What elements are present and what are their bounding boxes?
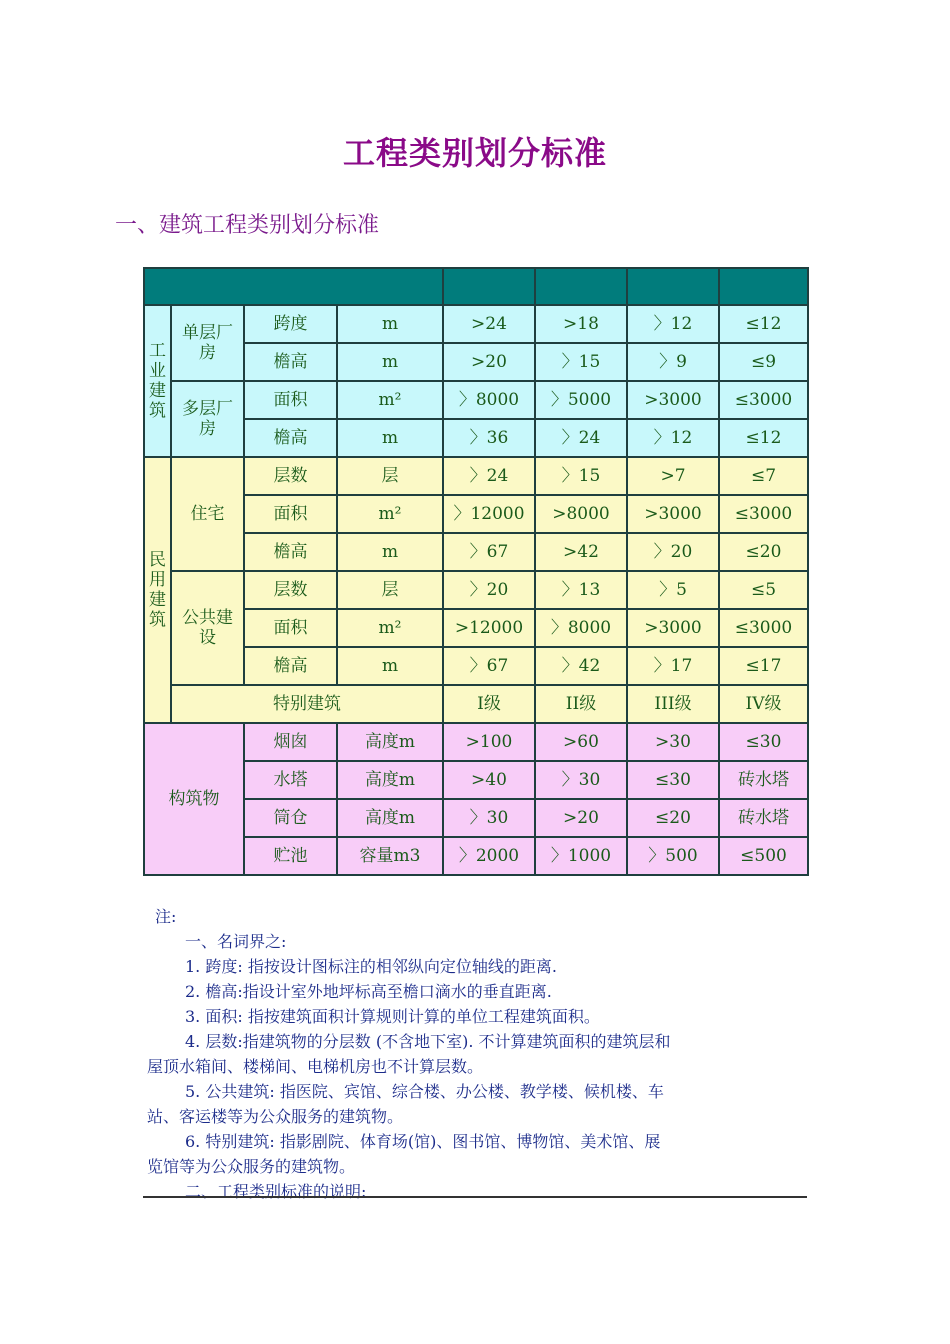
subgroup-text: 公共建 bbox=[182, 608, 233, 628]
note-line: 览馆等为公众服务的建筑物。 bbox=[147, 1157, 356, 1176]
table-row bbox=[144, 457, 808, 495]
table-row bbox=[144, 381, 808, 419]
grade-cell: IV级 bbox=[719, 685, 808, 723]
value-cell: 〉9 bbox=[627, 343, 719, 381]
value-cell: ≤17 bbox=[719, 647, 808, 685]
table-row-special bbox=[144, 685, 808, 723]
table-row bbox=[144, 647, 808, 685]
value-cell: 〉5000 bbox=[535, 381, 627, 419]
value-cell: 〉5 bbox=[627, 571, 719, 609]
value-cell: ≤3000 bbox=[719, 495, 808, 533]
unit-cell: m² bbox=[337, 495, 443, 533]
header-cell bbox=[627, 268, 719, 305]
value-cell: 〉67 bbox=[443, 647, 535, 685]
header-cell bbox=[719, 268, 808, 305]
note-line: 站、客运楼等为公众服务的建筑物。 bbox=[147, 1107, 404, 1126]
unit-cell: 高度m bbox=[337, 761, 443, 799]
notes-label: 注: bbox=[155, 907, 177, 926]
unit-cell: 高度m bbox=[337, 723, 443, 761]
unit-cell: m² bbox=[337, 609, 443, 647]
note-line: 二、工程类别标准的说明: bbox=[185, 1182, 367, 1201]
value-cell: 〉24 bbox=[535, 419, 627, 457]
group-industrial bbox=[144, 305, 171, 457]
subgroup-multi-floor bbox=[171, 381, 244, 457]
divider bbox=[143, 1196, 807, 1198]
value-cell: 〉20 bbox=[443, 571, 535, 609]
item-cell: 水塔 bbox=[244, 761, 337, 799]
item-cell: 层数 bbox=[244, 457, 337, 495]
table-row bbox=[144, 495, 808, 533]
value-cell: >8000 bbox=[535, 495, 627, 533]
value-cell: 〉17 bbox=[627, 647, 719, 685]
header-cell bbox=[443, 268, 535, 305]
unit-cell: m² bbox=[337, 381, 443, 419]
table-row bbox=[144, 761, 808, 799]
table-header-row bbox=[144, 268, 808, 305]
item-cell: 檐高 bbox=[244, 533, 337, 571]
value-cell: ≤9 bbox=[719, 343, 808, 381]
value-cell: ≤20 bbox=[627, 799, 719, 837]
subgroup-single-floor bbox=[171, 305, 244, 381]
value-cell: >40 bbox=[443, 761, 535, 799]
group-char: 筑 bbox=[149, 610, 166, 630]
unit-cell: 层 bbox=[337, 457, 443, 495]
note-line: 4. 层数:指建筑物的分层数 (不含地下室). 不计算建筑面积的建筑层和 bbox=[185, 1032, 671, 1051]
note-line: 2. 檐高:指设计室外地坪标高至檐口滴水的垂直距离. bbox=[185, 982, 552, 1001]
value-cell: ≤12 bbox=[719, 419, 808, 457]
group-structures: 构筑物 bbox=[144, 723, 244, 875]
item-cell: 烟囱 bbox=[244, 723, 337, 761]
group-char: 建 bbox=[149, 590, 166, 610]
grade-cell: III级 bbox=[627, 685, 719, 723]
value-cell: >3000 bbox=[627, 609, 719, 647]
group-char: 筑 bbox=[149, 401, 166, 421]
value-cell: 〉8000 bbox=[443, 381, 535, 419]
table-row bbox=[144, 837, 808, 875]
value-cell: ≤5 bbox=[719, 571, 808, 609]
item-cell: 贮池 bbox=[244, 837, 337, 875]
value-cell: >12000 bbox=[443, 609, 535, 647]
table-row bbox=[144, 723, 808, 761]
section-title: 一、建筑工程类别划分标准 bbox=[115, 213, 380, 238]
value-cell: 〉42 bbox=[535, 647, 627, 685]
item-cell: 层数 bbox=[244, 571, 337, 609]
value-cell: >24 bbox=[443, 305, 535, 343]
value-cell: ≤12 bbox=[719, 305, 808, 343]
value-cell: 〉500 bbox=[627, 837, 719, 875]
subgroup-text: 单层厂 bbox=[182, 323, 233, 343]
grade-cell: II级 bbox=[535, 685, 627, 723]
table-row bbox=[144, 533, 808, 571]
unit-cell: 高度m bbox=[337, 799, 443, 837]
subgroup-public bbox=[171, 571, 244, 685]
unit-cell: m bbox=[337, 343, 443, 381]
value-cell: 〉30 bbox=[443, 799, 535, 837]
value-cell: ≤30 bbox=[627, 761, 719, 799]
note-line: 3. 面积: 指按建筑面积计算规则计算的单位工程建筑面积。 bbox=[185, 1007, 600, 1026]
item-cell: 面积 bbox=[244, 495, 337, 533]
note-line: 5. 公共建筑: 指医院、宾馆、综合楼、办公楼、教学楼、候机楼、车 bbox=[185, 1082, 664, 1101]
header-cell bbox=[144, 268, 443, 305]
item-cell: 檐高 bbox=[244, 647, 337, 685]
note-line: 1. 跨度: 指按设计图标注的相邻纵向定位轴线的距离. bbox=[185, 957, 557, 976]
table-row bbox=[144, 799, 808, 837]
value-cell: 〉24 bbox=[443, 457, 535, 495]
value-cell: 〉8000 bbox=[535, 609, 627, 647]
value-cell: ≤20 bbox=[719, 533, 808, 571]
value-cell: ≤7 bbox=[719, 457, 808, 495]
unit-cell: m bbox=[337, 305, 443, 343]
value-cell: >60 bbox=[535, 723, 627, 761]
value-cell: 〉30 bbox=[535, 761, 627, 799]
subgroup-text: 多层厂 bbox=[182, 399, 233, 419]
subgroup-text: 设 bbox=[199, 628, 216, 648]
item-cell: 檐高 bbox=[244, 419, 337, 457]
classification-table bbox=[143, 267, 809, 876]
value-cell: >42 bbox=[535, 533, 627, 571]
value-cell: >20 bbox=[535, 799, 627, 837]
value-cell: 〉36 bbox=[443, 419, 535, 457]
unit-cell: 容量m3 bbox=[337, 837, 443, 875]
subgroup-residential: 住宅 bbox=[171, 457, 244, 571]
table-row bbox=[144, 343, 808, 381]
value-cell: 〉67 bbox=[443, 533, 535, 571]
item-cell: 檐高 bbox=[244, 343, 337, 381]
item-cell: 面积 bbox=[244, 381, 337, 419]
table-row bbox=[144, 571, 808, 609]
page-title: 工程类别划分标准 bbox=[342, 134, 607, 172]
table-row bbox=[144, 609, 808, 647]
value-cell: 〉15 bbox=[535, 343, 627, 381]
value-cell: >30 bbox=[627, 723, 719, 761]
value-cell: >18 bbox=[535, 305, 627, 343]
value-cell: 〉12 bbox=[627, 305, 719, 343]
value-cell: 〉15 bbox=[535, 457, 627, 495]
group-char: 业 bbox=[149, 361, 166, 381]
group-char: 民 bbox=[149, 550, 166, 570]
special-label: 特别建筑 bbox=[171, 685, 443, 723]
value-cell: >20 bbox=[443, 343, 535, 381]
table-row bbox=[144, 305, 808, 343]
unit-cell: m bbox=[337, 647, 443, 685]
group-char: 工 bbox=[149, 341, 166, 361]
value-cell: 〉13 bbox=[535, 571, 627, 609]
grade-cell: I级 bbox=[443, 685, 535, 723]
group-char: 用 bbox=[149, 570, 166, 590]
note-line: 屋顶水箱间、楼梯间、电梯机房也不计算层数。 bbox=[147, 1057, 484, 1076]
value-cell: 〉12 bbox=[627, 419, 719, 457]
note-line: 6. 特别建筑: 指影剧院、体育场(馆)、图书馆、博物馆、美术馆、展 bbox=[185, 1132, 661, 1151]
value-cell: ≤500 bbox=[719, 837, 808, 875]
value-cell: 砖水塔 bbox=[719, 761, 808, 799]
item-cell: 面积 bbox=[244, 609, 337, 647]
value-cell: 〉1000 bbox=[535, 837, 627, 875]
unit-cell: 层 bbox=[337, 571, 443, 609]
value-cell: ≤3000 bbox=[719, 381, 808, 419]
note-line: 一、名词界之: bbox=[185, 932, 287, 951]
header-cell bbox=[535, 268, 627, 305]
value-cell: 〉2000 bbox=[443, 837, 535, 875]
item-cell: 筒仓 bbox=[244, 799, 337, 837]
value-cell: ≤3000 bbox=[719, 609, 808, 647]
value-cell: >7 bbox=[627, 457, 719, 495]
subgroup-text: 房 bbox=[199, 419, 216, 439]
unit-cell: m bbox=[337, 419, 443, 457]
value-cell: 〉12000 bbox=[443, 495, 535, 533]
value-cell: 〉20 bbox=[627, 533, 719, 571]
value-cell: >3000 bbox=[627, 381, 719, 419]
notes-section bbox=[147, 904, 807, 1204]
value-cell: ≤30 bbox=[719, 723, 808, 761]
group-civil bbox=[144, 457, 171, 723]
table-row bbox=[144, 419, 808, 457]
group-char: 建 bbox=[149, 381, 166, 401]
value-cell: 砖水塔 bbox=[719, 799, 808, 837]
value-cell: >3000 bbox=[627, 495, 719, 533]
item-cell: 跨度 bbox=[244, 305, 337, 343]
subgroup-text: 房 bbox=[199, 343, 216, 363]
unit-cell: m bbox=[337, 533, 443, 571]
value-cell: >100 bbox=[443, 723, 535, 761]
